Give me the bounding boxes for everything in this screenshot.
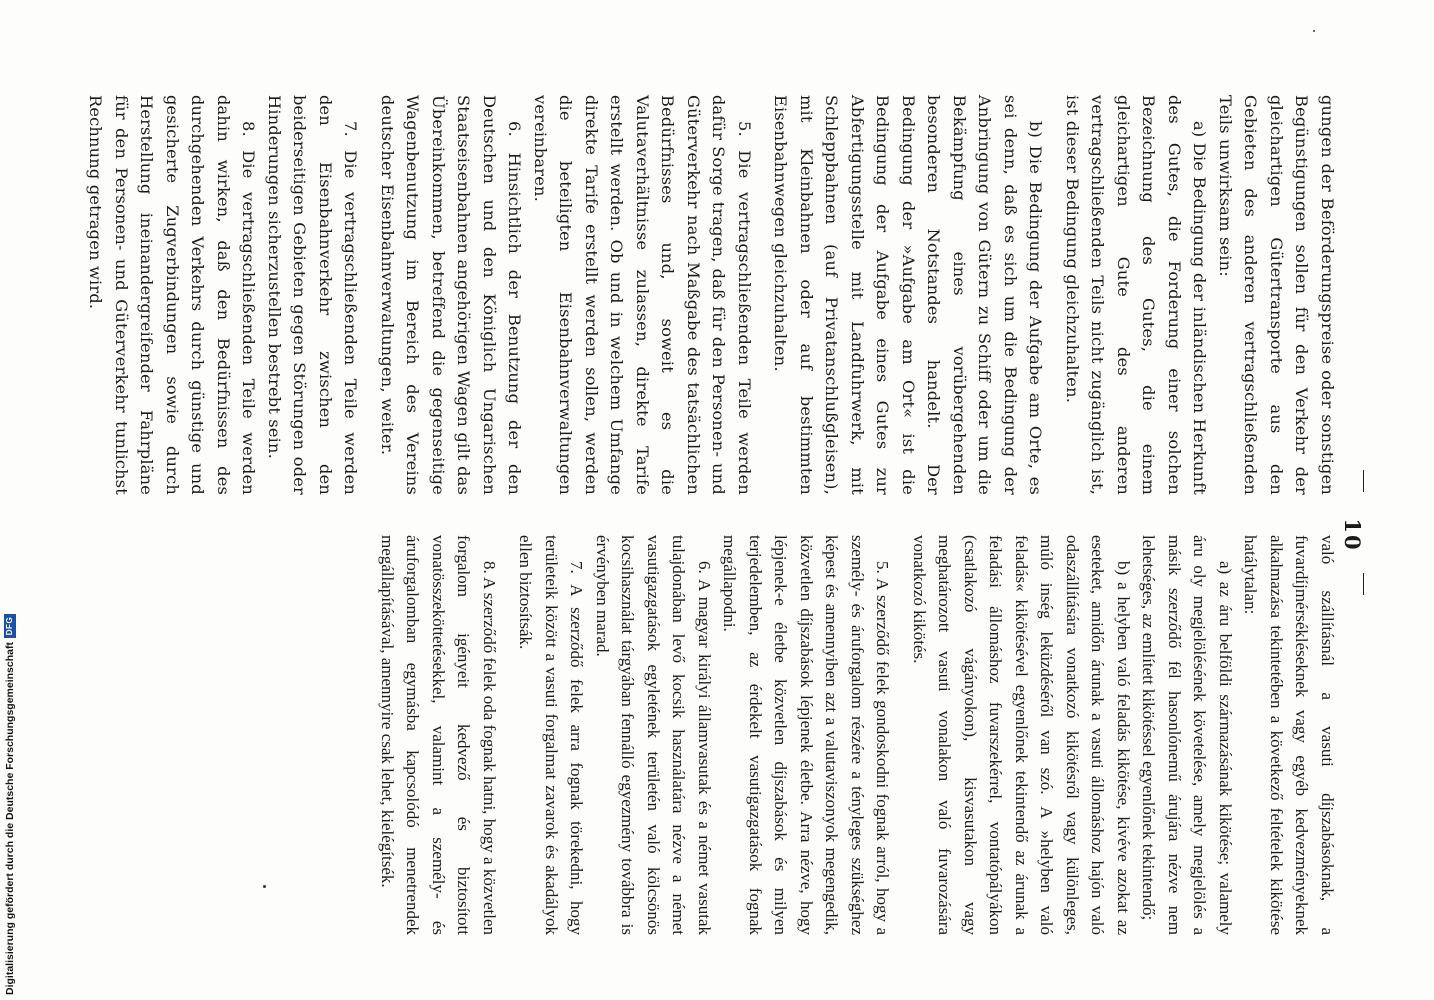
digitization-credit — [4, 5, 16, 995]
hungarian-paragraph-7: 7. A szerződő felek arra fognak törekedni, hogy területeik között a vasuti forgalmat zavarok és akadályok ellen biztosítsák. — [516, 535, 587, 935]
page-number-dash-right — [1363, 573, 1364, 595]
german-paragraph-8: 8. Die vertragschließenden Teile werden dahin wirken, daß den Bedürfnissen des durchgehenden Verkehrs durch günstige und gesicherte Zugverbindungen sowie durch Herstellung ineinandergreifender Fahrpläne für den Personen- und Güterverkehr tunlichst Rechnung getragen wird. — [86, 95, 259, 495]
german-paragraph-7: 7. Die vertragschließenden Teile werden den Eisenbahnverkehr zwischen den beiderseitigen Gebieten gegen Störungen oder Hinderungen sicherzustellen bestrebt sein. — [265, 95, 361, 495]
german-paragraph-a: a) Die Bedingung der inländischen Herkunft des Gutes, die Forderung einer solchen Bezeichnung des Gutes, die einem gleichartigen Gute des anderen vertragschließenden Teils nicht zugänglich ist, ist dieser Bedingung gleichzuhalten. — [1063, 95, 1210, 495]
german-paragraph-intro: gungen der Beförderungspreise oder sonstigen Begünstigungen sollen für den Verkehr der gleichartigen Gütertransporte aus den Gebieten des anderen vertragschließenden Teils unwirksam sein: — [1216, 95, 1337, 495]
scan-speck — [1313, 30, 1315, 32]
hungarian-text-column — [375, 535, 1341, 935]
rotated-page — [86, 95, 1370, 965]
german-paragraph-5: 5. Die vertragschließenden Teile werden dafür Sorge tragen, daß für den Personen- und Güterverkehr nach Maßgabe des tatsächlichen Bedürfnisses und, soweit es die Valutaverhältnisse zulassen, direkte Tarife erstellt werden. Ob und in welchem Umfange direkte Tarife erstellt werden sollen, werden die beteiligten Eisenbahnverwaltungen vereinbaren. — [531, 95, 754, 495]
hungarian-paragraph-6: 6. A magyar királyi államvasutak és a német vasutak tulajdonában levő kocsik használatára nézve a német vasutigazgatások egyletének területén való kölcsönös kocsihasználat tárgyában fennálló egyezmény továbbra is érvényben marad. — [593, 535, 714, 935]
hungarian-paragraph-8: 8. A szerződő felek oda fognak hatni, hogy a közvetlen forgalom igényeit kedvező és biztosított vonatösszeköttetésekkel, valamint a személy- és áruforgalomban egymásba kapcsolódó menetrendek megállapításával, amennyire csak lehet, kielégítsék. — [378, 535, 499, 935]
page-number: 10 — [1340, 518, 1365, 552]
german-text-column — [83, 95, 1340, 495]
hungarian-paragraph-a: a) az áru belföldi származásának kikötése; valamely áru oly megjelölésének követelése, amely megjelölés a másik szerződő fél hasonlónemű árujára nézve nem lehetséges, az említett kikötéssel egyenlőnek tekintendő; — [1139, 535, 1235, 935]
page-number-dash-left — [1363, 470, 1364, 492]
hungarian-paragraph-b: b) a helyben való feladás kikötése, kivéve azokat az eseteket, amidőn árunak a vasuti állomáshoz hajón való odaszállítására vonatkozó kikötésről vagy különleges, múló inség leküzdéséről van szó. A »helyben való feladás« kikötésével egyenlőnek tekintendő az árunak a feladási állomáshoz fuvarszekérrel, vontatópályákon (csatlakozó vágányokon), kisvasutakon vagy meghatározott vasuti vonalakon való fuvarozására vonatkozó kikötés. — [910, 535, 1133, 935]
scan-speck — [263, 885, 266, 888]
german-paragraph-6: 6. Hinsichtlich der Benutzung der den Deutschen und den Königlich Ungarischen Staatseisenbahnen angehörigen Wagen gilt das Übereinkommen, betreffend die gegenseitige Wagenbenutzung im Bereich des Vereins deutscher Eisenbahnverwaltungen, weiter. — [378, 95, 525, 495]
german-paragraph-b: b) Die Bedingung der Aufgabe am Orte, es sei denn, daß es sich um die Bedingung der Anbringung von Gütern zu Schiff oder um die Bekämpfung eines vorübergehenden besonderen Notstandes handelt. Der Bedingung der »Aufgabe am Ort« ist die Bedingung der Aufgabe eines Gutes zur Abfertigungsstelle mit Landfuhrwerk, mit Schleppbahnen (auf Privatanschlußgleisen), mit Kleinbahnen oder auf bestimmten Eisenbahnwegen gleichzuhalten. — [771, 95, 1046, 495]
dfg-logo-icon: DFG — [4, 614, 16, 638]
credit-text: Digitalisierung gefördert durch die Deutsche Forschungsgemeinschaft — [4, 642, 16, 995]
hungarian-paragraph-intro: való szállításnál a vasuti díjszabásoknak, a fuvardíjmérsékléseknek vagy egyéb kedvezményeknek alkalmazása tekintetében a következő feltételek kikötése hatálytalan: — [1241, 535, 1337, 935]
hungarian-paragraph-5: 5. A szerződő felek gondoskodni fognak arról, hogy a személy- és áruforgalom részére a tényleges szükséghez képest és amennyiben azt a valutaviszonyok megengedik, közvetlen díjszabások lépjenek életbe. Arra nézve, hogy lépjenek-e életbe közvetlen díjszabások és milyen terjedelemben, az érdekelt vasutigazgatások fognak megállapodni. — [720, 535, 893, 935]
